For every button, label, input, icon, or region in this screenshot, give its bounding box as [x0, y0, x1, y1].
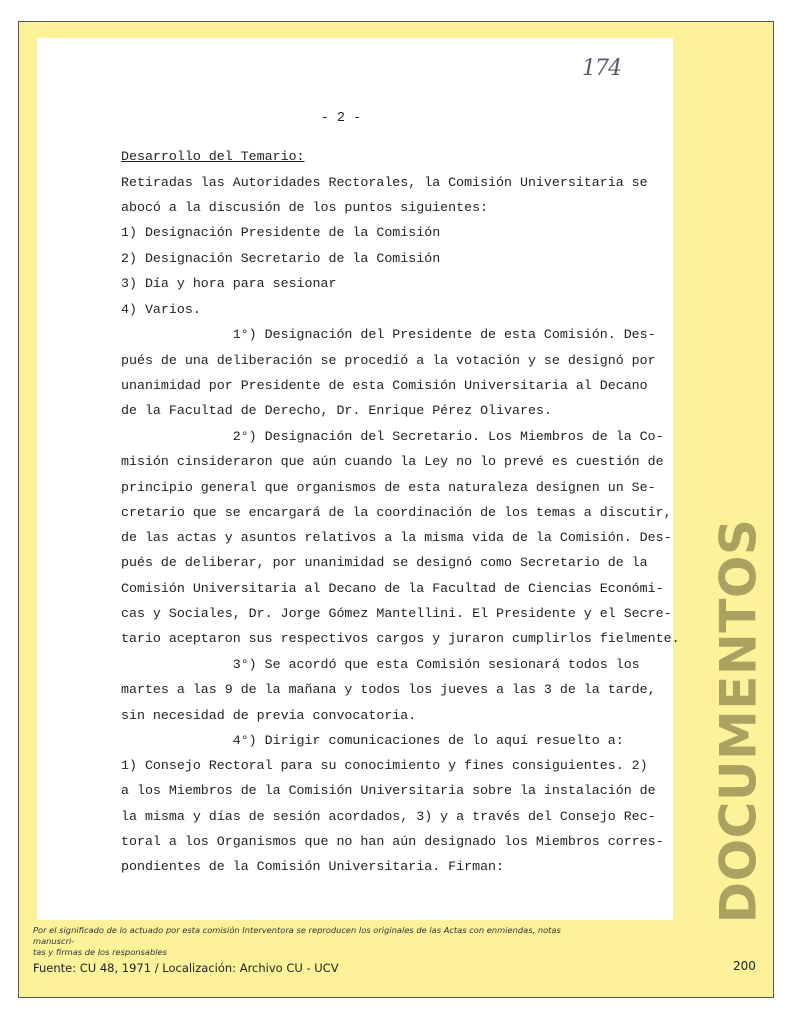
- document-line: 1) Consejo Rectoral para su conocimiento y fines consiguientes. 2): [121, 758, 648, 773]
- caption-note: [33, 925, 593, 958]
- document-line: sin necesidad de previa convocatoria.: [121, 708, 417, 723]
- document-line: de la Facultad de Derecho, Dr. Enrique Pérez Olivares.: [121, 403, 552, 418]
- document-line: Comisión Universitaria al Decano de la Facultad de Ciencias Económi-: [121, 581, 664, 596]
- document-line: la misma y días de sesión acordados, 3) y a través del Consejo Rec-: [121, 809, 656, 824]
- document-line: pués de deliberar, por unanimidad se designó como Secretario de la: [121, 555, 648, 570]
- document-heading: Desarrollo del Temario:: [121, 149, 305, 164]
- page-number: 200: [733, 959, 756, 973]
- document-line: 2°) Designación del Secretario. Los Miembros de la Co-: [121, 429, 664, 444]
- document-line: principio general que organismos de esta naturaleza designen un Se-: [121, 480, 656, 495]
- document-line: de las actas y asuntos relativos a la misma vida de la Comisión. Des-: [121, 530, 672, 545]
- source-citation: Fuente: CU 48, 1971 / Localización: Archivo CU - UCV: [33, 961, 339, 975]
- document-line: 4°) Dirigir comunicaciones de lo aquí resuelto a:: [121, 733, 624, 748]
- documentos-label-text: DOCUMENTOS: [709, 518, 767, 924]
- document-line: pués de una deliberación se procedió a la votación y se designó por: [121, 353, 656, 368]
- document-line: unanimidad por Presidente de esta Comisión Universitaria al Decano: [121, 378, 648, 393]
- document-line: 4) Varios.: [121, 302, 201, 317]
- document-line: Retiradas las Autoridades Rectorales, la Comisión Universitaria se: [121, 175, 648, 190]
- document-line: 3°) Se acordó que esta Comisión sesionará todos los: [121, 657, 640, 672]
- document-line: cretario que se encargará de la coordinación de los temas a discutir,: [121, 505, 672, 520]
- typed-page-marker: - 2 -: [320, 111, 362, 126]
- handwritten-page-number: 174: [582, 56, 621, 81]
- document-line: pondientes de la Comisión Universitaria. Firman:: [121, 859, 505, 874]
- document-line: toral a los Organismos que no han aún designado los Miembros corres-: [121, 834, 664, 849]
- document-line: misión cinsideraron que aún cuando la Ley no lo prevé es cuestión de: [121, 454, 664, 469]
- caption-note-line: tas y firmas de los responsables: [33, 947, 167, 957]
- document-line: abocó a la discusión de los puntos siguientes:: [121, 200, 489, 215]
- document-line: tario aceptaron sus respectivos cargos y juraron cumplirlos fielmente.: [121, 631, 680, 646]
- document-line: martes a las 9 de la mañana y todos los jueves a las 3 de la tarde,: [121, 682, 656, 697]
- document-line: 2) Designación Secretario de la Comisión: [121, 251, 441, 266]
- document-line: 1°) Designación del Presidente de esta Comisión. Des-: [121, 327, 656, 342]
- documentos-section-label: [709, 518, 767, 924]
- document-line: cas y Sociales, Dr. Jorge Gómez Mantellini. El Presidente y el Secre-: [121, 606, 672, 621]
- document-line: a los Miembros de la Comisión Universitaria sobre la instalación de: [121, 783, 656, 798]
- document-line: 1) Designación Presidente de la Comisión: [121, 225, 441, 240]
- caption-note-line: Por el significado de lo actuado por esta comisión Interventora se reproducen los originales de las Actas con enmiendas, notas manuscri-: [33, 925, 561, 946]
- document-line: 3) Día y hora para sesionar: [121, 276, 337, 291]
